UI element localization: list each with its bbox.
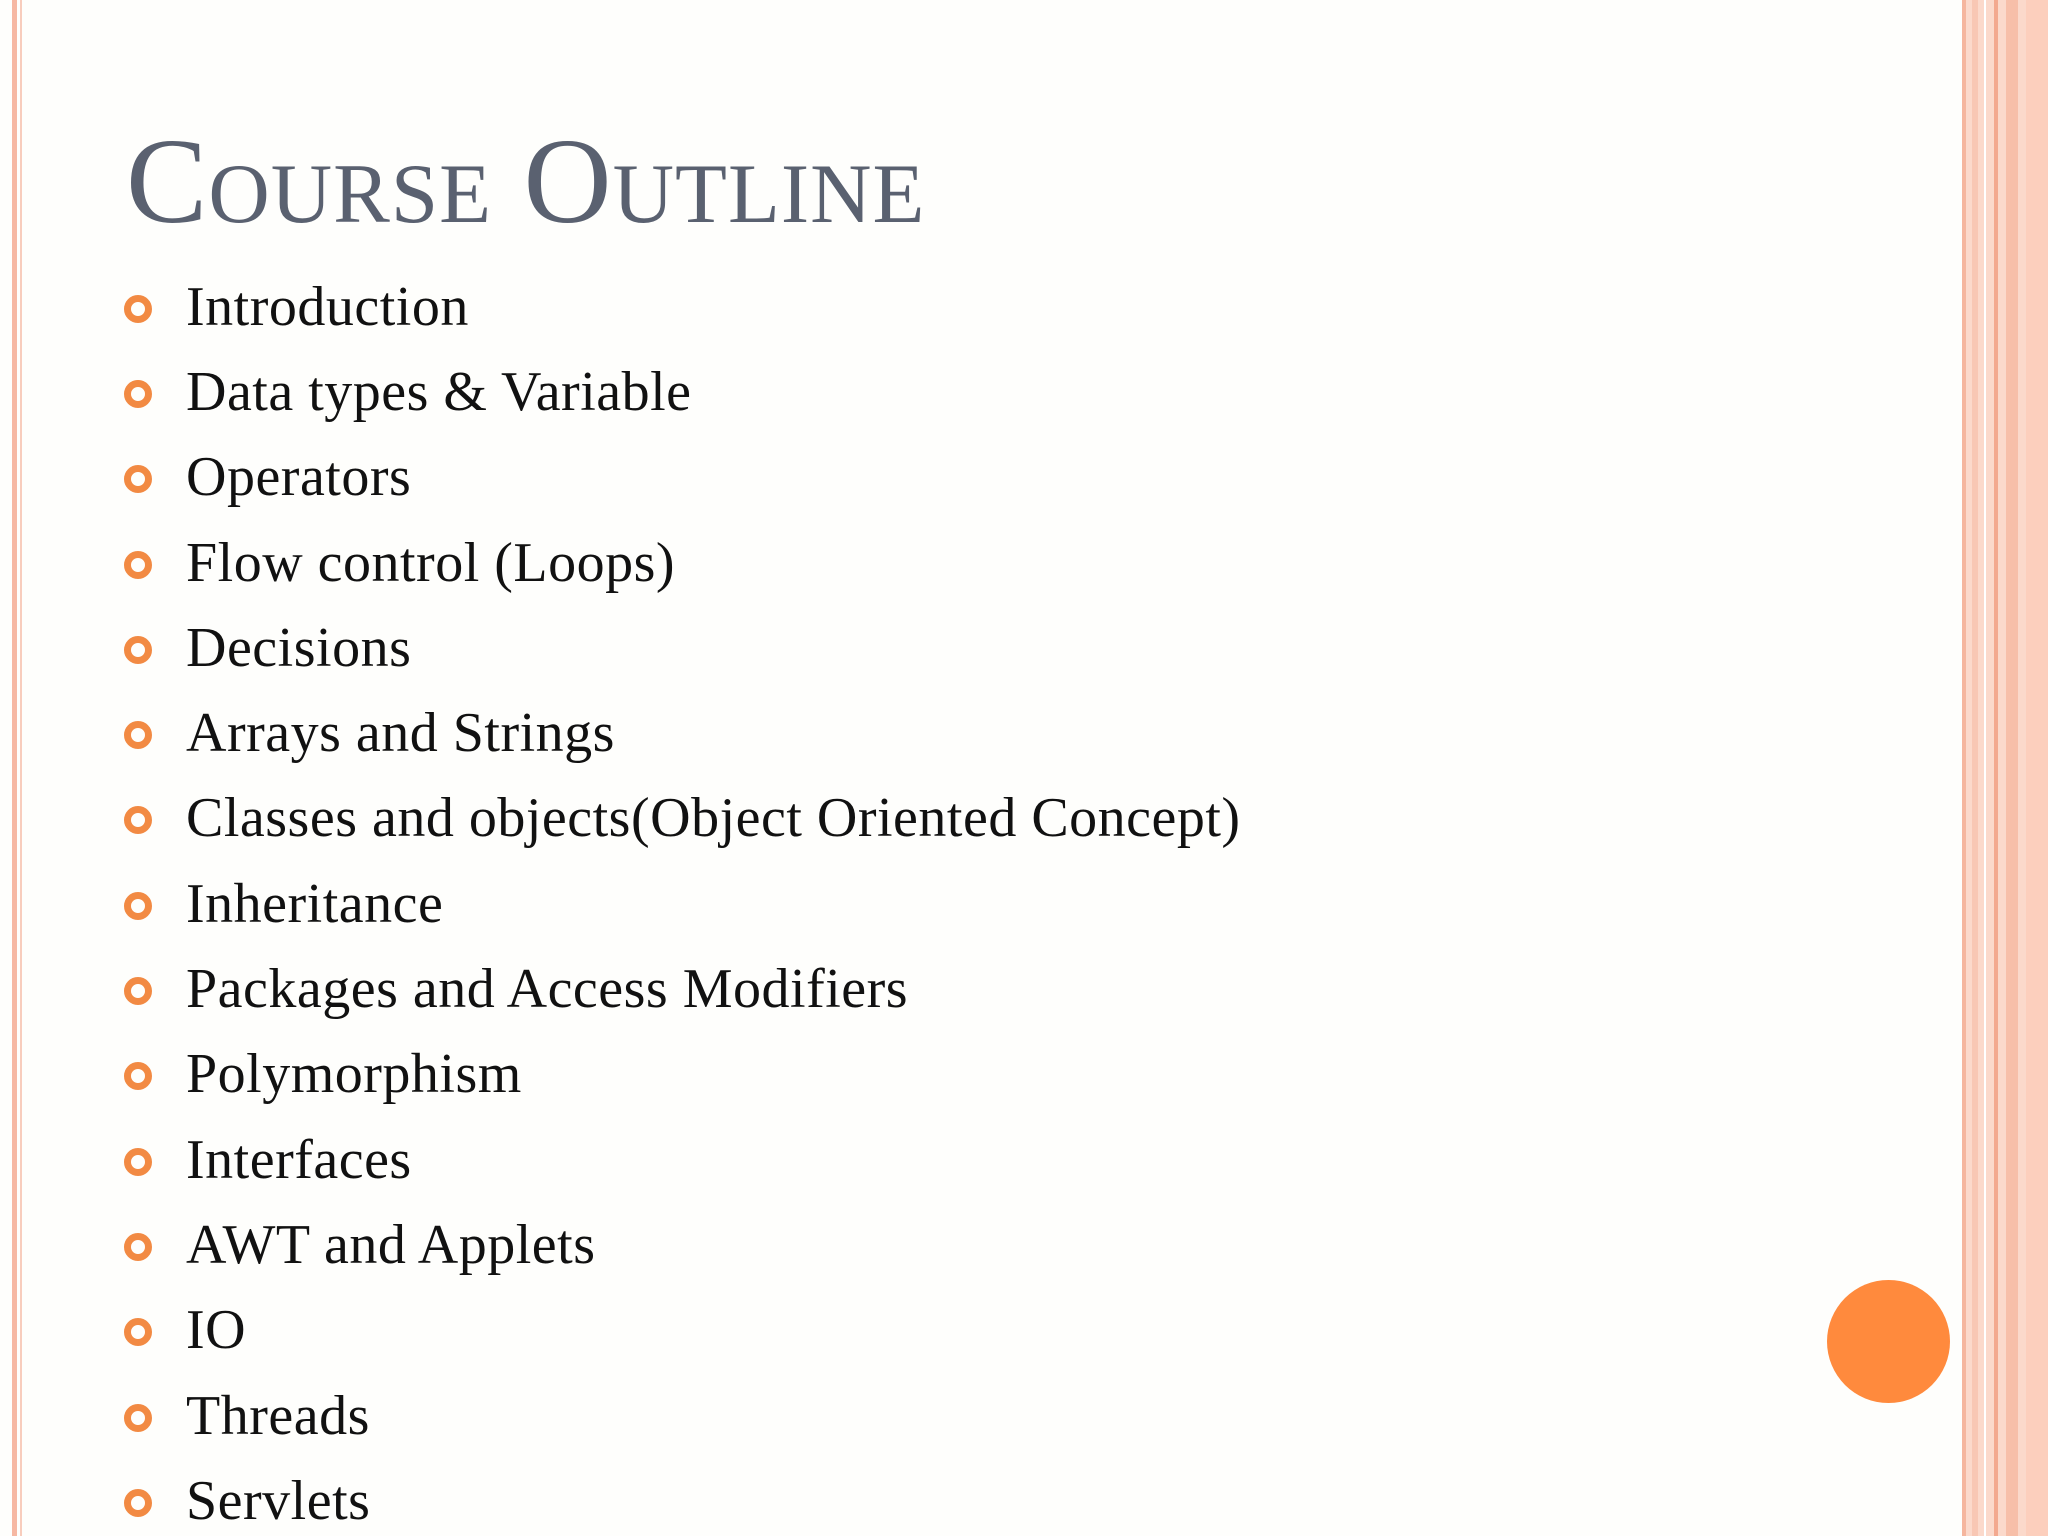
list-item — [124, 1288, 1241, 1373]
right-stripe — [1994, 0, 1998, 1536]
list-item-label: Threads — [186, 1384, 370, 1447]
list-item-label: Flow control (Loops) — [186, 531, 676, 594]
right-stripe — [2026, 0, 2048, 1536]
hollow-circle-bullet-icon — [124, 1148, 152, 1176]
list-item — [124, 1202, 1241, 1287]
list-item — [124, 520, 1241, 605]
list-item-label: Introduction — [186, 275, 469, 338]
list-item-label: Operators — [186, 446, 412, 509]
left-border-line-inner — [20, 0, 22, 1536]
list-item-label: Decisions — [186, 616, 412, 679]
list-item-label: Interfaces — [186, 1128, 412, 1191]
list-item — [124, 946, 1241, 1031]
list-item — [124, 776, 1241, 861]
list-item-label: Polymorphism — [186, 1043, 522, 1106]
list-item — [124, 264, 1241, 349]
list-item — [124, 1373, 1241, 1458]
list-item-label: Data types & Variable — [186, 360, 692, 423]
hollow-circle-bullet-icon — [124, 636, 152, 664]
hollow-circle-bullet-icon — [124, 465, 152, 493]
list-item — [124, 349, 1241, 434]
right-stripe — [1972, 0, 1978, 1536]
left-border-line — [12, 0, 17, 1536]
hollow-circle-bullet-icon — [124, 295, 152, 323]
list-item-label: Arrays and Strings — [186, 702, 615, 765]
filled-circle-icon — [1827, 1280, 1950, 1403]
list-item-label: AWT and Applets — [186, 1213, 596, 1276]
slide-title: Course Outline — [126, 114, 926, 249]
hollow-circle-bullet-icon — [124, 551, 152, 579]
hollow-circle-bullet-icon — [124, 1404, 152, 1432]
list-item — [124, 690, 1241, 775]
hollow-circle-bullet-icon — [124, 1318, 152, 1346]
list-item — [124, 861, 1241, 946]
list-item — [124, 1032, 1241, 1117]
right-stripe — [1962, 0, 1966, 1536]
list-item-label: Inheritance — [186, 872, 444, 935]
list-item — [124, 435, 1241, 520]
hollow-circle-bullet-icon — [124, 806, 152, 834]
list-item-label: IO — [186, 1299, 247, 1362]
list-item-label: Classes and objects(Object Oriented Concept) — [186, 787, 1241, 850]
hollow-circle-bullet-icon — [124, 977, 152, 1005]
hollow-circle-bullet-icon — [124, 721, 152, 749]
hollow-circle-bullet-icon — [124, 1062, 152, 1090]
hollow-circle-bullet-icon — [124, 1233, 152, 1261]
list-item — [124, 1117, 1241, 1202]
list-item — [124, 605, 1241, 690]
list-item-label: Servlets — [186, 1469, 371, 1532]
right-stripe — [2006, 0, 2018, 1536]
list-item-label: Packages and Access Modifiers — [186, 958, 909, 1021]
right-stripe — [1984, 0, 1986, 1536]
hollow-circle-bullet-icon — [124, 1489, 152, 1517]
hollow-circle-bullet-icon — [124, 892, 152, 920]
list-item — [124, 1458, 1241, 1536]
hollow-circle-bullet-icon — [124, 380, 152, 408]
course-outline-list — [124, 264, 1241, 1536]
